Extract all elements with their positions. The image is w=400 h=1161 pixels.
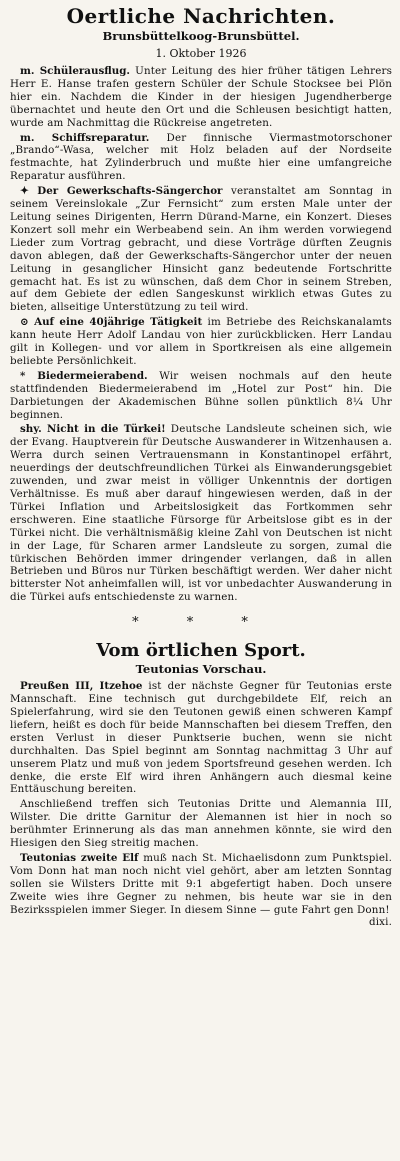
dateline: 1. Oktober 1926: [155, 47, 247, 60]
article-lead: Preußen III, Itzehoe: [20, 680, 143, 693]
article-biedermeierabend: [10, 370, 392, 422]
article-tuerkei: [10, 423, 392, 604]
article-schiffsreparatur: [10, 132, 392, 184]
article-body: muß nach St. Michaelisdonn zum Punktspiel. Vom Donn hat man noch nicht viel gehört, aber am letzten Sonntag sollen sie Wilsters Dritte mit 9:1 abgefertigt haben. Doch unsere Zweite wies ihre Gegner zu nehmen, bis heute war sie in den Bezirksspielen immer Sieger. In diesem Sinne — gute Fahrt gen Donn!: [10, 851, 392, 916]
sport-section-subtitle: Teutonias Vorschau.: [135, 662, 267, 677]
article-body: Unter Leitung des hier früher tätigen Lehrers Herr E. Hanse trafen gestern Schüler der Schule Stocksee bei Plön hier ein. Nachdem die Kinder in der hiesigen Jugendherberge übernachtet und heute den Ort und die Schleusen besichtigt hatten, wurde am Nachmittag die Rückreise angetreten.: [10, 65, 392, 129]
section-separator: * * *: [132, 615, 270, 631]
masthead: Oertliche Nachrichten.: [66, 4, 336, 28]
article-lead: shy. Nicht in die Türkei!: [20, 423, 166, 436]
sport-article-zweite-elf: [10, 851, 392, 929]
article-body: veranstaltet am Sonntag in seinem Vereinslokale „Zur Fernsicht“ zum ersten Male unter der Leitung seines Dirigenten, Herrn Dürand-Marne, ein Konzert. Dieses Konzert soll mehr ein Werbeabend sein. An ihm werden vorwiegend Lieder zum Vortrag gebracht, und diese Vorträge dürften Zeugnis davon ablegen, daß der Gewerkschafts-Sängerchor unter der neuen Leitung in gesanglicher Hinsicht ganz bedeutende Fortschritte gemacht hat. Es ist zu wünschen, daß dem Chor in seinem Streben, auf dem Gebiete der edlen Sangeskunst wirklich etwas Gutes zu bieten, allseitige Unterstützung zu teil wird.: [10, 185, 392, 314]
article-body: ist der nächste Gegner für Teutonias erste Mannschaft. Eine technisch gut durchgebildete Elf, reich an Spielerfahrung, wird sie den Teutonen gewiß einen schweren Kampf liefern, heißt es doch für beide Mannschaften bei diesem Treffen, den ersten Verlust in dieser Punktserie buchen, wenn sie nicht durchhalten. Das Spiel beginnt am Sonntag nachmittag 3 Uhr auf unserem Platz und muß von jedem Sportsfreund gesehen werden. Ich denke, die erste Elf wird ihren Anhängern auch diesmal keine Enttäuschung bereiten.: [10, 680, 392, 796]
article-lead: ✦ Der Gewerkschafts-Sängerchor: [20, 185, 223, 198]
article-saengerchor: [10, 185, 392, 314]
article-schuelerausflug: [10, 65, 392, 130]
article-body: Der finnische Viermastmotorschoner „Brando“-Wasa, welcher mit Holz beladen auf der Nordseite festmachte, hat Zylinderbruch und mußte hier eine umfangreiche Reparatur ausführen.: [10, 131, 393, 183]
article-lead: Teutonias zweite Elf: [20, 851, 139, 864]
article-body: Deutsche Landsleute scheinen sich, wie der Evang. Hauptverein für Deutsche Auswanderer in Witzenhausen a. Werra durch seinen Vertrauensmann in Konstantinopel erfährt, neuerdings der deutschfreundlichen Türkei als Einwanderungsgebiet zuwenden, und zwar meist in völliger Unkenntnis der dortigen Verhältnisse. Es muß aber darauf hingewiesen werden, daß in der Türkei Inflation und Arbeitslosigkeit das Fortkommen sehr erschweren. Eine staatliche Fürsorge für Arbeitslose gibt es in der Türkei nicht. Die verhältnismäßig kleine Zahl von Deutschen ist nicht in der Lage, für Scharen armer Landsleute zu sorgen, zumal die türkischen Behörden immer dringender verlangen, daß in allen Betrieben und Büros nur Türken beschäftigt werden. Wer daher nicht bitterster Not anheimfallen will, ist vor unbedachter Auswanderung in die Türkei aufs entschiedenste zu warnen.: [10, 423, 392, 604]
article-body: im Betriebe des Reichskanalamts kann heute Herr Adolf Landau von hier zurückblicken. Herr Landau gilt in Kollegen- und vor allem in Sportkreisen als eine allgemein beliebte Persönlichkeit.: [10, 316, 392, 367]
article-body: Wir weisen nochmals auf den heute stattfindenden Biedermeierabend im „Hotel zur Post“ hin. Die Darbietungen der Akademischen Bühne sollen pünktlich 8¼ Uhr beginnen.: [10, 369, 392, 421]
article-lead: m. Schülerausflug.: [20, 65, 131, 77]
article-body: Anschließend treffen sich Teutonias Dritte und Alemannia III, Wilster. Die dritte Garnitur der Alemannen ist hier in noch so berühmter Erinnerung als das man annehmen könnte, sie wird den Hiesigen den Sieg streitig machen.: [10, 798, 392, 850]
sport-section-title: Vom örtlichen Sport.: [96, 640, 306, 662]
sport-article-alemannia: [10, 798, 392, 850]
article-lead: m. Schiffsreparatur.: [20, 131, 150, 144]
location-heading: Brunsbüttelkoog-Brunsbüttel.: [102, 29, 300, 43]
article-lead: ⊙ Auf eine 40jährige Tätigkeit: [20, 316, 203, 329]
sport-article-preussen: [10, 680, 392, 796]
author-signature: dixi.: [368, 916, 392, 929]
article-jubilaeum: [10, 316, 392, 368]
article-lead: * Biedermeierabend.: [20, 369, 148, 382]
